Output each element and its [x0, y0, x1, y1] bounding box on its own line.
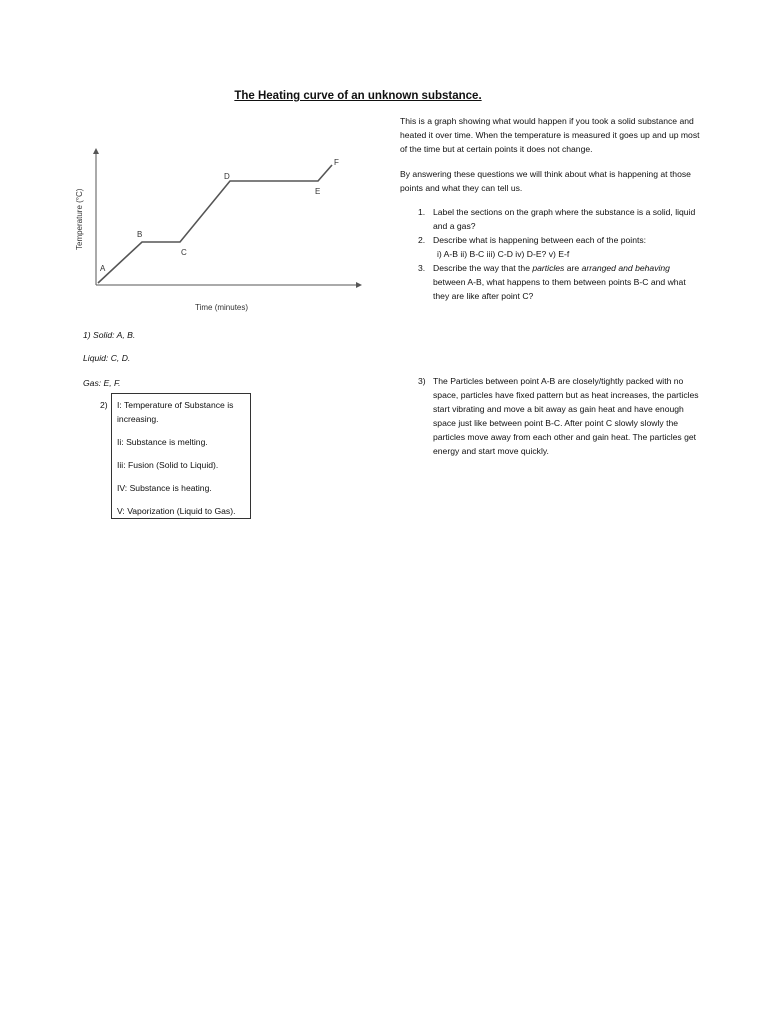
y-axis-arrow [93, 148, 99, 154]
question-item [418, 261, 703, 303]
answer-3-text: The Particles between point A-B are closely/tightly packed with no space, particles have fixed pattern but as heat increases, the particles start vibrating and move a bit away as gain heat and have enough space just like between point B-C. After point C slowly slowly the particles move away from each other and gain heat. The particles get energy and start move quickly. [433, 376, 699, 456]
question-subparts: i) A-B ii) B-C iii) C-D iv) D-E? v) E-f [437, 249, 570, 259]
question-item [418, 233, 703, 261]
question-number: 1. [418, 207, 426, 217]
point-label-e: E [315, 187, 321, 196]
answer-2-item: Iii: Fusion (Solid to Liquid). [117, 460, 219, 470]
x-axis-arrow [356, 282, 362, 288]
point-label-d: D [224, 172, 230, 181]
question-number: 3. [418, 263, 426, 273]
question-text-part: Describe the way that the [433, 263, 533, 273]
answer-2-box [111, 393, 251, 519]
heating-curve-line [98, 165, 332, 283]
page-title: The Heating curve of an unknown substance. [234, 90, 482, 102]
answer-2-item: IV: Substance is heating. [117, 483, 212, 493]
answer-2-number: 2) [100, 400, 108, 410]
answer-1-solid: 1) Solid: A, B. [83, 330, 136, 340]
x-axis-label: Time (minutes) [195, 303, 249, 312]
answer-1-gas: Gas: E, F. [83, 378, 121, 388]
question-item [418, 205, 703, 233]
question-text: Label the sections on the graph where the substance is a solid, liquid and a gas? [433, 207, 696, 231]
point-label-b: B [137, 230, 143, 239]
answer-2-item: V: Vaporization (Liquid to Gas). [117, 506, 236, 516]
answer-3-number: 3) [418, 376, 426, 386]
answer-1-liquid: Liquid: C, D. [83, 353, 131, 363]
question-list [418, 205, 703, 303]
question-text: Describe what is happening between each of the points: [433, 235, 647, 245]
point-label-f: F [334, 158, 339, 167]
intro-paragraph-2: By answering these questions we will think about what is happening at those points and what they can tell us. [400, 169, 691, 193]
y-axis-label: Temperature (°C) [75, 188, 84, 250]
answer-2-item: Ii: Substance is melting. [117, 437, 208, 447]
heating-curve-graph [70, 145, 370, 320]
question-text-part: are [564, 263, 582, 273]
question-text-italic: arranged and behaving [581, 263, 670, 273]
question-text-italic: particles [532, 263, 565, 273]
point-label-c: C [181, 248, 187, 257]
point-label-a: A [100, 264, 106, 273]
answer-2-item: I: Temperature of Substance is increasing. [117, 400, 234, 424]
question-number: 2. [418, 235, 426, 245]
question-text-part: between A-B, what happens to them between points B-C and what they are like after point C? [433, 277, 686, 301]
intro-paragraph-1: This is a graph showing what would happen if you took a solid substance and heated it over time. When the temperature is measured it goes up and up most of the time but at certain points it does not change. [400, 116, 700, 154]
